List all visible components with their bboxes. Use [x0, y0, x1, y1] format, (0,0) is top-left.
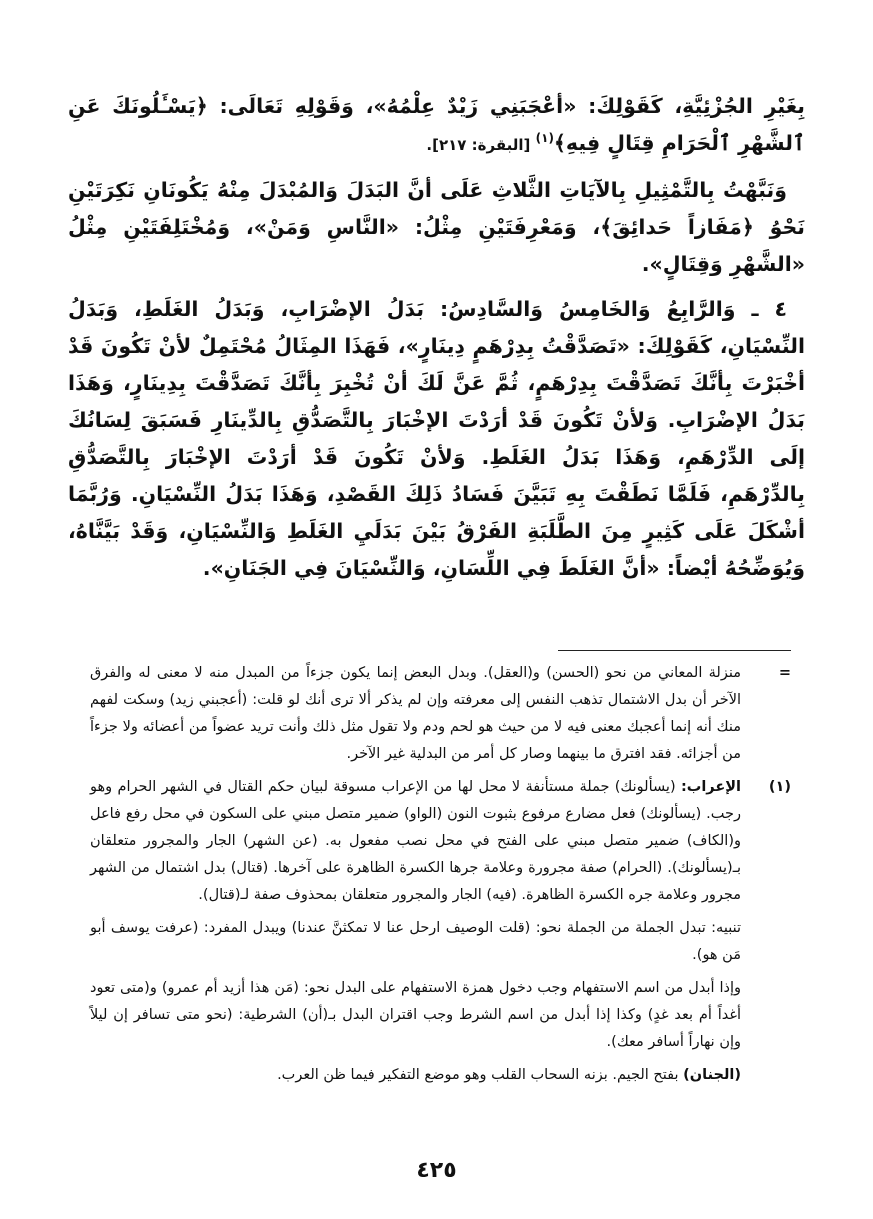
paragraph-1-text: بِغَيْرِ الجُزْئِيَّةِ، كَقَوْلِكَ: «أعْجَبَنِي زَيْدٌ عِلْمُهُ»، وَقَوْلِهِ تَعَالَى: ﴿يَسْـَٔلُونَكَ عَنِ ٱلشَّهْرِ ٱلْحَرَامِ قِتَالٍ فِيهِ﴾ [68, 94, 805, 155]
main-paragraph-3: ٤ ـ وَالرَّابِعُ وَالخَامِسُ وَالسَّادِسُ: بَدَلُ الإضْرَابِ، وَبَدَلُ الغَلَطِ، وَبَدَلُ النِّسْيَانِ، كَقَوْلِكَ: «تَصَدَّقْتُ بِدِرْهَمٍ دِينَارٍ»، فَهَذَا المِثَالُ مُحْتَمِلٌ لأنْ تَكُونَ قَدْ أخْبَرْتَ بِأنَّكَ تَصَدَّقْتَ بِدِرْهَمٍ، ثُمَّ عَنَّ لَكَ أنْ تُخْبِرَ بِأنَّكَ تَصَدَّقْتَ بِدِينَارٍ، وَهَذَا بَدَلُ الإضْرَابِ. وَلأنْ تَكُونَ قَدْ أرَدْتَ الإخْبَارَ بِالتَّصَدُّقِ بِالدِّينَارِ فَسَبَقَ لِسَانُكَ إلَى الدِّرْهَمِ، وَهَذَا بَدَلُ الغَلَطِ. وَلأنْ تَكُونَ قَدْ أرَدْتَ الإخْبَارَ بِالتَّصَدُّقِ بِالدِّرْهَمِ، فَلَمَّا نَطَقْتَ بِهِ تَبَيَّنَ فَسَادُ ذَلِكَ القَصْدِ، وَهَذَا بَدَلُ النِّسْيَانِ. وَرُبَّمَا أشْكَلَ عَلَى كَثِيرٍ مِنَ الطَّلَبَةِ الفَرْقُ بَيْنَ بَدَلَيِ الغَلَطِ وَالنِّسْيَانِ، وَقَدْ بَيَّنَّاهُ، وَيُوَضِّحُهُ أيْضاً: «أنَّ الغَلَطَ فِي اللِّسَانِ، وَالنِّسْيَانَ فِي الجَنَانِ». [68, 297, 805, 580]
footnote-1-text: (يسألونك) جملة مستأنفة لا محل لها من الإعراب مسوقة لبيان حكم القتال في الشهر الحرام وهو رجب. (يسألونك) فعل مضارع مرفوع بثبوت النون (الواو) ضمير متصل مبني على السكون في محل رفع فاعل و(الكاف) ضمير متصل مبني على الفتح في محل نصب مفعول به. (عن الشهر) الجار والمجرور متعلقان بـ(يسألونك). (الحرام) صفة مجرورة وعلامة جرها الكسرة الظاهرة على آخرها. (قتال) بدل اشتمال من الشهر مجرور وعلامة جره الكسرة الظاهرة. (فيه) الجار والمجرور متعلقان بمحذوف صفة لـ(قتال). [90, 779, 741, 903]
footnote-tanbih-text: تنبيه: تبدل الجملة من الجملة نحو: (قلت الوصيف ارحل عنا لا تمكثنَّ عندنا) ويبدل المفرد: (عرفت يوسف أبو مَن هو). [90, 920, 741, 963]
footnote-ref-1: (١) [535, 131, 554, 146]
page-number: ٤٢٥ [416, 1158, 457, 1183]
footnotes-block [90, 660, 791, 1095]
footnote-note-istifham [90, 975, 791, 1056]
footnote-1 [90, 774, 791, 909]
footnote-1-marker: (١) [768, 779, 791, 795]
footnote-continuation [90, 660, 791, 768]
footnote-divider [558, 650, 791, 651]
footnote-note-janan [90, 1062, 791, 1089]
continuation-text: منزلة المعاني من نحو (الحسن) و(العقل). وبدل البعض إنما يكون جزءاً من المبدل منه لا معنى له والفرق الآخر أن بدل الاشتمال تذهب النفس إلى معرفته وإن لم يذكر ألا ترى أنك لو قلت: (أعجبني زيد) وسكت لفهم منك أنه إنما أعجبك معنى فيه لا من حيث هو لحم ودم ولا تقول مثل ذلك وأنت تريد عضواً من أعضائه ولا جزءاً من أجزائه. فقد افترق ما بينهما وصار كل أمر من البدلية غير الآخر. [90, 665, 741, 762]
quran-reference: [البقرة: ٢١٧]. [426, 136, 536, 154]
footnote-note-tanbih [90, 915, 791, 969]
main-text-block [68, 88, 805, 595]
footnote-janan-lead: (الجنان) [683, 1067, 741, 1083]
main-paragraph-1 [68, 88, 805, 164]
footnote-1-lead: الإعراب: [680, 779, 741, 795]
footnote-istifham-text: وإذا أبدل من اسم الاستفهام وجب دخول همزة الاستفهام على البدل نحو: (مَن هذا أزيد أم عمرو) و(متى تعود أغداً أم بعد غدٍ) وكذا إذا أبدل من اسم الشرط وجب اقتران البدل بـ(أن) الشرطية: (نحو متى تسافر إن ليلاً وإن نهاراً أسافر معك). [90, 980, 741, 1050]
continuation-marker: = [778, 665, 791, 681]
main-paragraph-2: وَنَبَّهْتُ بِالتَّمْثِيلِ بِالآيَاتِ الثَّلاثِ عَلَى أنَّ البَدَلَ وَالمُبْدَلَ مِنْهُ يَكُونَانِ نَكِرَتَيْنِ نَحْوُ ﴿مَفَازاً حَدائِقَ﴾، وَمَعْرِفَتَيْنِ مِثْلُ: «النَّاسِ وَمَنْ»، وَمُخْتَلِفَتَيْنِ مِثْلُ «الشَّهْرِ وَقِتَالٍ». [68, 178, 805, 276]
footnote-janan-text: بفتح الجيم. بزنه السحاب القلب وهو موضع التفكير فيما ظن العرب. [277, 1067, 684, 1083]
